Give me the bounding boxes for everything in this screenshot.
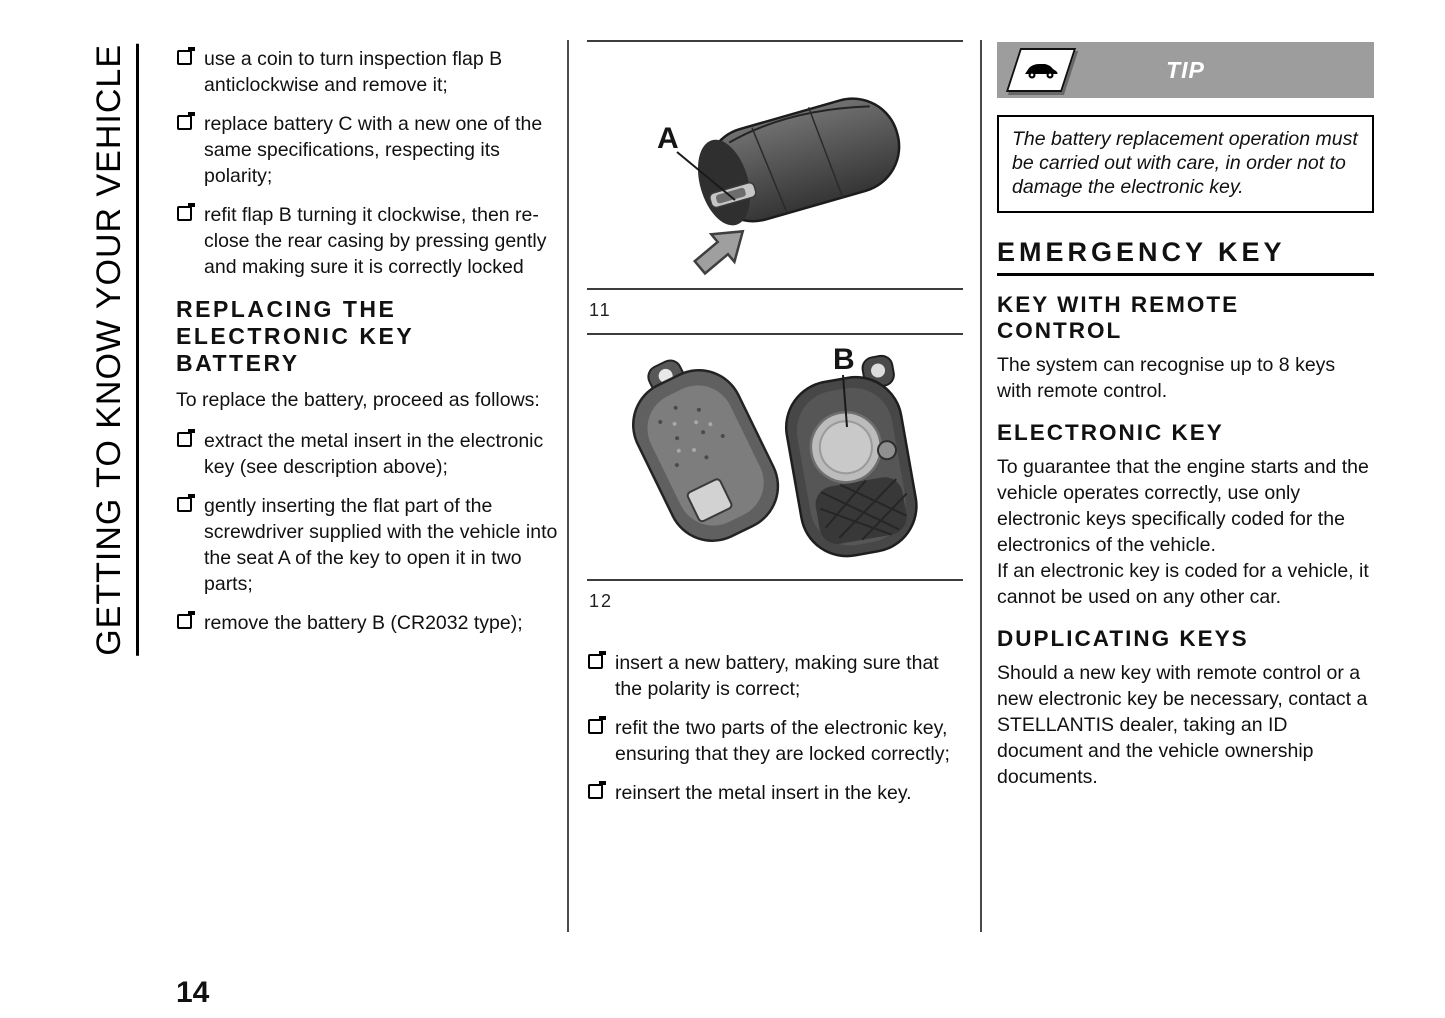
square-bullet-icon: [177, 614, 192, 629]
square-bullet-icon: [177, 115, 192, 130]
list-item-text: remove the battery B (CR2032 type);: [204, 612, 523, 634]
figure-12-caption: 12: [589, 591, 614, 611]
subheading: KEY WITH REMOTE CONTROL: [997, 291, 1240, 343]
figure-11-image: [587, 42, 963, 288]
section-paragraph: The system can recognise up to 8 keys with remote control.: [997, 353, 1336, 402]
list-item: [176, 46, 558, 98]
tip-text: The battery replacement operation must be carried out with care, in order not to damage the electronic key.: [1012, 128, 1358, 198]
figure-11-caption: 11: [589, 300, 612, 320]
column-divider: [980, 40, 982, 932]
heading-emergency-key: EMERGENCY KEY: [997, 237, 1286, 267]
section-paragraph: To guarantee that the engine starts and the vehicle operates correctly, use only electronic keys specifically coded for the electronics of the vehicle.: [997, 455, 1369, 556]
list-item: [176, 610, 558, 636]
list-item: [587, 715, 963, 767]
figure-label-A: A: [657, 122, 679, 155]
tip-header-bar: [997, 42, 1374, 98]
figure-12-image: [587, 335, 963, 579]
square-bullet-icon: [177, 432, 192, 447]
list-item: [176, 202, 558, 280]
square-bullet-icon: [177, 50, 192, 65]
square-bullet-icon: [177, 206, 192, 221]
tip-label: TIP: [1166, 57, 1205, 83]
list-item-text: insert a new battery, making sure that the polarity is correct;: [615, 652, 939, 700]
pointer-arrow-icon: [688, 218, 754, 282]
chapter-tab-title: GETTING TO KNOW YOUR VEHICLE: [90, 44, 139, 656]
column-middle: [587, 40, 963, 819]
column-left: [176, 46, 558, 649]
list-item: [176, 428, 558, 480]
section-duplicating-keys: [997, 626, 1374, 790]
list-item-text: use a coin to turn inspection flap B anticlockwise and remove it;: [204, 48, 503, 96]
square-bullet-icon: [177, 497, 192, 512]
page-number: 14: [176, 976, 210, 1009]
list-item: [176, 493, 558, 597]
heading-rule: [997, 273, 1374, 276]
list-item-text: refit flap B turning it clockwise, then re-close the rear casing by pressing gently and making sure it is correctly locked: [204, 204, 547, 278]
column-right: [997, 42, 1374, 798]
figure-label-B: B: [833, 343, 855, 376]
section-key-with-remote-control: [997, 292, 1374, 404]
column-divider: [567, 40, 569, 932]
square-bullet-icon: [588, 654, 603, 669]
list-item: [587, 780, 963, 806]
section-paragraph: Should a new key with remote control or a new electronic key be necessary, contact a STELLANTIS dealer, taking an ID document and the vehicle ownership documents.: [997, 661, 1368, 788]
list-item-text: gently inserting the flat part of the screwdriver supplied with the vehicle into the seat A of the key to open it in two parts;: [204, 495, 558, 595]
subheading: DUPLICATING KEYS: [997, 625, 1249, 651]
list-item-text: refit the two parts of the electronic key, ensuring that they are locked correctly;: [615, 717, 950, 765]
tip-box: [997, 115, 1374, 213]
section-electronic-key: [997, 420, 1374, 610]
list-item-text: reinsert the metal insert in the key.: [615, 782, 912, 804]
square-bullet-icon: [588, 719, 603, 734]
section-paragraph: If an electronic key is coded for a vehicle, it cannot be used on any other car.: [997, 559, 1369, 608]
list-item-text: extract the metal insert in the electronic key (see description above);: [204, 430, 544, 478]
list-item: [587, 650, 963, 702]
section-heading-replacing-battery: REPLACING THE ELECTRONIC KEY BATTERY: [176, 296, 414, 376]
subheading: ELECTRONIC KEY: [997, 419, 1224, 445]
square-bullet-icon: [588, 784, 603, 799]
middle-column-list: [587, 650, 963, 806]
list-item: [176, 111, 558, 189]
chapter-tab: [90, 44, 142, 656]
section-intro: To replace the battery, proceed as follows:: [176, 389, 540, 411]
list-item-text: replace battery C with a new one of the same specifications, respecting its polarity;: [204, 113, 543, 187]
